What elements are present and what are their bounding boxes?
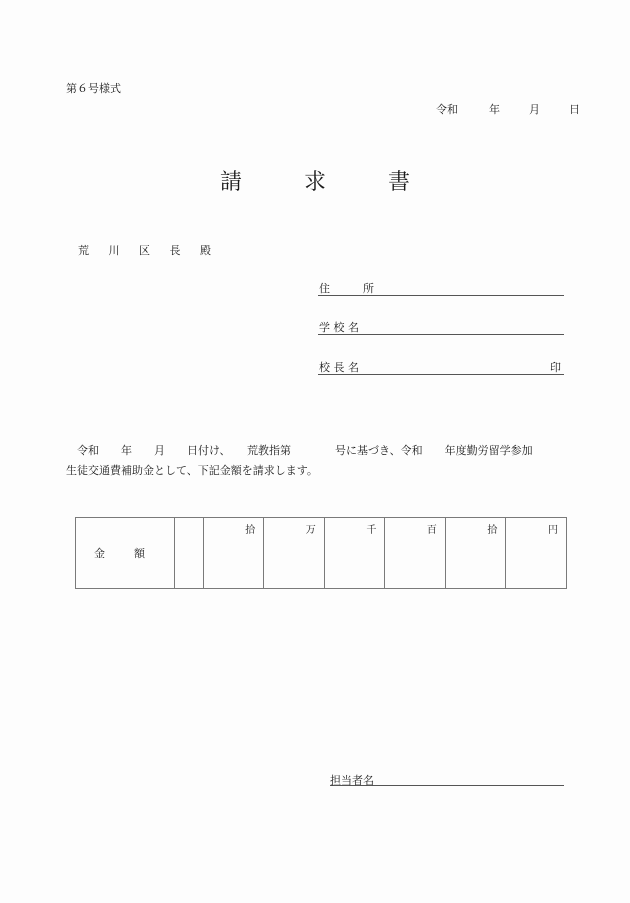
page-title	[0, 165, 630, 196]
amount-label: 金 額	[76, 518, 175, 589]
date-month-unit: 月	[529, 103, 540, 116]
title-char-1: 請	[219, 170, 242, 195]
title-char-3: 書	[388, 170, 411, 195]
date-day-unit: 日	[569, 103, 580, 116]
request-statement	[66, 441, 566, 481]
seal-mark: 印	[550, 361, 561, 374]
date-year-unit: 年	[489, 103, 500, 116]
address-field[interactable]	[318, 279, 564, 296]
amount-cell-hundred[interactable]: 百	[385, 518, 446, 589]
amount-cell-ten[interactable]: 拾	[445, 518, 506, 589]
amount-cell-hundred-thousand-blank[interactable]	[175, 518, 204, 589]
amount-cell-ten-thousand[interactable]: 万	[264, 518, 325, 589]
statement-line-2: 生徒交通費補助金として、下記金額を請求します。	[66, 464, 318, 477]
school-name-field[interactable]	[318, 318, 564, 335]
staff-name-field[interactable]	[330, 772, 564, 786]
amount-cell-yen[interactable]: 円	[506, 518, 567, 589]
addressee: 荒 川 区 長 殿	[78, 244, 219, 257]
date-line	[436, 101, 580, 117]
title-char-2: 求	[303, 170, 326, 195]
principal-name-label: 校 長 名	[319, 361, 359, 374]
form-number: 第６号様式	[66, 82, 121, 95]
date-era: 令和	[436, 103, 458, 116]
amount-cell-thousand[interactable]: 千	[324, 518, 385, 589]
amount-table	[75, 517, 567, 589]
statement-line-1: 令和 年 月 日付け、 荒教指第 号に基づき、令和 年度勤労留学参加	[66, 444, 533, 457]
amount-cell-hundred-thousand[interactable]: 拾	[203, 518, 264, 589]
staff-name-label: 担当者名	[330, 774, 374, 787]
school-name-label: 学 校 名	[319, 321, 359, 334]
principal-name-field[interactable]	[318, 358, 564, 375]
address-label: 住 所	[319, 282, 374, 295]
